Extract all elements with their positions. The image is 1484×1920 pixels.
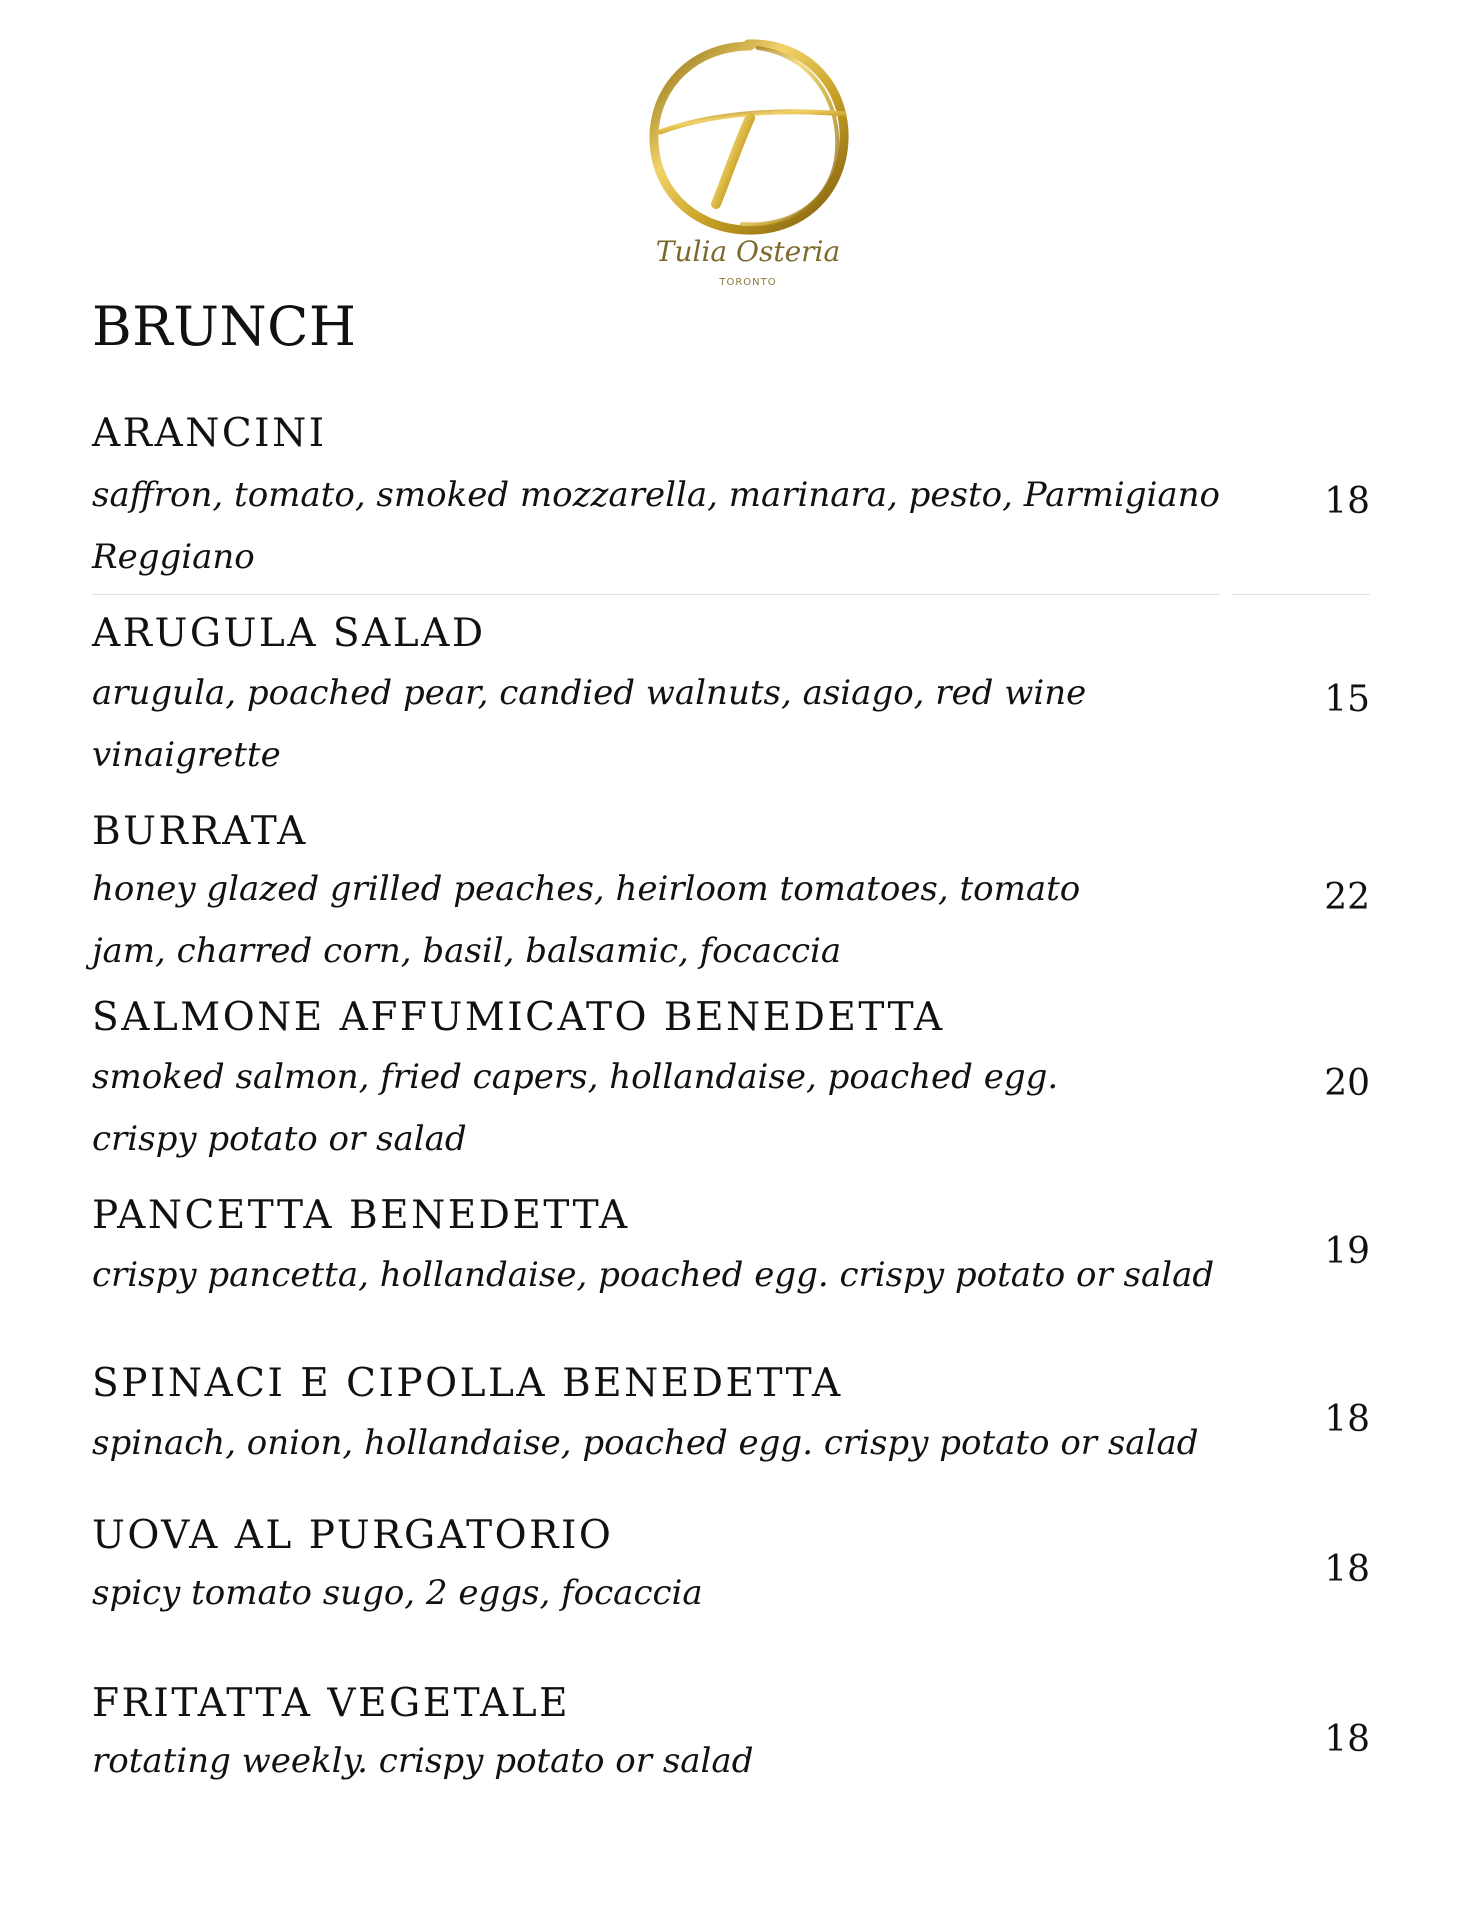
menu-item-description: crispy pancetta, hollandaise, poached egg. crispy potato or salad (92, 1255, 1215, 1295)
menu-item-name: PANCETTA BENEDETTA (92, 1193, 630, 1238)
menu-item-description: spicy tomato sugo, 2 eggs, focaccia (92, 1573, 703, 1613)
menu-item (92, 1361, 1370, 1463)
menu-item-name: ARANCINI (92, 411, 327, 456)
menu-item-description: honey glazed grilled peaches, heirloom tomatoes, tomato jam, charred corn, basil, balsamic, focaccia (92, 869, 1081, 971)
menu-item (92, 411, 1370, 577)
divider (92, 594, 1220, 595)
menu-item (92, 611, 1370, 775)
menu-item (92, 1193, 1370, 1295)
menu-item-name: UOVA AL PURGATORIO (92, 1513, 614, 1558)
menu-item-price: 22 (1324, 877, 1370, 918)
menu-item-name: SPINACI E CIPOLLA BENEDETTA (92, 1361, 843, 1406)
menu-item-price: 15 (1324, 679, 1370, 720)
restaurant-logo (638, 34, 858, 294)
menu-item-price: 18 (1324, 481, 1370, 522)
menu-item-name: SALMONE AFFUMICATO BENEDETTA (92, 995, 945, 1040)
divider (1232, 594, 1370, 595)
menu-item (92, 995, 1370, 1159)
menu-item-name: ARUGULA SALAD (92, 611, 486, 656)
menu-item-price: 18 (1324, 1719, 1370, 1760)
section-title: BRUNCH (92, 295, 357, 358)
menu-item (92, 809, 1370, 971)
logo-emblem-icon (638, 34, 858, 294)
menu-item-name: BURRATA (92, 809, 308, 854)
menu-item-description: spinach, onion, hollandaise, poached egg. crispy potato or salad (92, 1423, 1199, 1463)
logo-city: TORONTO (719, 277, 777, 288)
menu-item (92, 1513, 1370, 1613)
menu-item-description: rotating weekly. crispy potato or salad (92, 1741, 754, 1781)
menu-item-description: smoked salmon, fried capers, hollandaise, poached egg. crispy potato or salad (92, 1057, 1059, 1159)
menu-item (92, 1681, 1370, 1781)
logo-name: Tulia Osteria (655, 235, 841, 268)
menu-item-description: arugula, poached pear, candied walnuts, asiago, red wine vinaigrette (92, 673, 1087, 775)
menu-item-price: 19 (1324, 1231, 1370, 1272)
menu-item-description: saffron, tomato, smoked mozzarella, marinara, pesto, Parmigiano Reggiano (92, 475, 1220, 577)
menu-item-price: 18 (1324, 1549, 1370, 1590)
menu-item-price: 18 (1324, 1399, 1370, 1440)
menu-item-name: FRITATTA VEGETALE (92, 1681, 571, 1726)
menu-item-price: 20 (1324, 1063, 1370, 1104)
